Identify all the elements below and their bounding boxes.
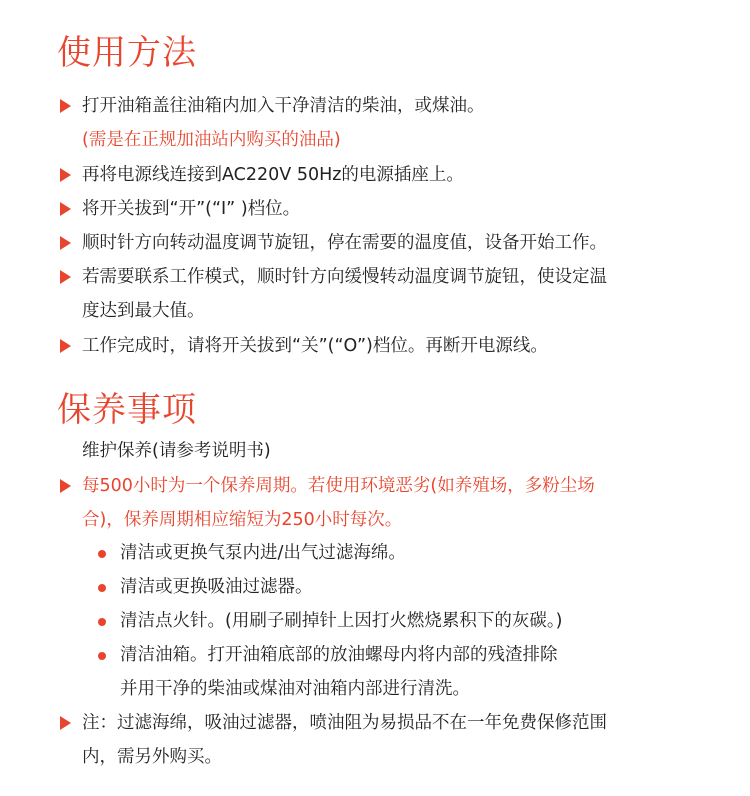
bullet-arrow-icon bbox=[60, 236, 71, 250]
bullet-dot-icon bbox=[98, 652, 106, 660]
maintenance-bullet-3: 清洁点火针。(用刷子刷掉针上因打火燃烧累积下的灰碳。) bbox=[120, 611, 563, 631]
bullet-arrow-icon bbox=[60, 270, 71, 284]
bullet-dot-icon bbox=[98, 618, 106, 626]
maintenance-bullet-1: 清洁或更换气泵内进/出气过滤海绵。 bbox=[120, 543, 406, 563]
bullet-arrow-icon bbox=[60, 99, 71, 113]
maintenance-heading: 保养事项 bbox=[57, 390, 197, 430]
usage-step-5-line-1: 若需要联系工作模式，顺时针方向缓慢转动温度调节旋钮，使设定温 bbox=[82, 267, 607, 287]
maintenance-period-line-1: 每500小时为一个保养周期。若使用环境恶劣(如养殖场，多粉尘场 bbox=[82, 476, 595, 496]
usage-step-5-line-2: 度达到最大值。 bbox=[82, 301, 205, 321]
bullet-arrow-icon bbox=[60, 339, 71, 353]
maintenance-period-line-2: 合)，保养周期相应缩短为250小时每次。 bbox=[82, 510, 403, 530]
bullet-dot-icon bbox=[98, 550, 106, 558]
bullet-arrow-icon bbox=[60, 716, 71, 730]
usage-step-6: 工作完成时，请将开关拔到“关”(“O”)档位。再断开电源线。 bbox=[82, 336, 548, 356]
usage-step-1-note: (需是在正规加油站内购买的油品) bbox=[82, 130, 341, 150]
maintenance-note-line-2: 内，需另外购买。 bbox=[82, 747, 222, 767]
maintenance-subtitle: 维护保养(请参考说明书) bbox=[82, 441, 271, 461]
maintenance-bullet-2: 清洁或更换吸油过滤器。 bbox=[120, 577, 313, 597]
bullet-dot-icon bbox=[98, 584, 106, 592]
maintenance-bullet-4-line-1: 清洁油箱。打开油箱底部的放油螺母内将内部的残渣排除 bbox=[120, 645, 558, 665]
usage-step-2: 再将电源线连接到AC220V 50Hz的电源插座上。 bbox=[82, 165, 464, 185]
maintenance-bullet-4-line-2: 并用干净的柴油或煤油对油箱内部进行清洗。 bbox=[120, 679, 470, 699]
usage-heading: 使用方法 bbox=[57, 33, 197, 73]
usage-step-3: 将开关拔到“开”(“I” )档位。 bbox=[82, 199, 301, 219]
usage-step-4: 顺时针方向转动温度调节旋钮，停在需要的温度值，设备开始工作。 bbox=[82, 233, 607, 253]
bullet-arrow-icon bbox=[60, 479, 71, 493]
bullet-arrow-icon bbox=[60, 202, 71, 216]
bullet-arrow-icon bbox=[60, 168, 71, 182]
maintenance-note-line-1: 注：过滤海绵，吸油过滤器，喷油阻为易损品不在一年免费保修范围 bbox=[82, 713, 607, 733]
usage-step-1: 打开油箱盖往油箱内加入干净清洁的柴油，或煤油。 bbox=[82, 96, 485, 116]
